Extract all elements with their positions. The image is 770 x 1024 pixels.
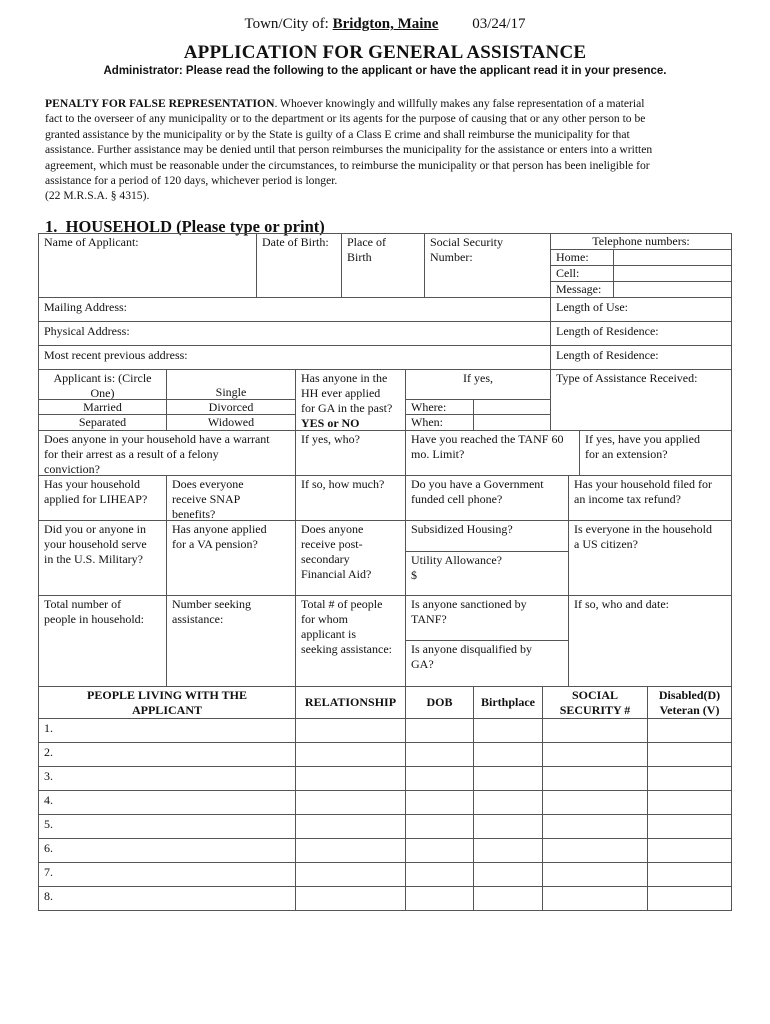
- snap-amount-field[interactable]: If so, how much?: [295, 475, 406, 521]
- person-name-cell[interactable]: [38, 790, 296, 815]
- dob-cell[interactable]: [405, 790, 474, 815]
- ssn-cell[interactable]: [542, 838, 648, 863]
- header-line: [0, 16, 770, 33]
- phone-cell-input[interactable]: [613, 265, 732, 282]
- liheap-question[interactable]: Has your household applied for LIHEAP?: [38, 475, 167, 521]
- ssn-cell[interactable]: [542, 814, 648, 839]
- if-yes-label: If yes,: [405, 369, 551, 400]
- citizen-question[interactable]: Is everyone in the household a US citizen?: [568, 520, 732, 596]
- col-disabled-veteran-header: Disabled(D) Veteran (V): [647, 686, 732, 719]
- number-seeking-field[interactable]: Number seeking assistance:: [166, 595, 296, 687]
- phone-cell-label: Cell:: [550, 265, 614, 282]
- dob-cell[interactable]: [405, 886, 474, 911]
- ga-disqualified-question[interactable]: Is anyone disqualified by GA?: [405, 640, 569, 687]
- form-date: 03/24/17: [472, 16, 526, 32]
- relationship-cell[interactable]: [295, 766, 406, 791]
- birthplace-cell[interactable]: [473, 766, 543, 791]
- warrant-question[interactable]: Does anyone in your household have a warrant for their arrest as a result of a felony conviction?: [38, 430, 296, 476]
- row-number: 4.: [44, 793, 53, 807]
- person-name-cell[interactable]: [38, 886, 296, 911]
- ssn-cell[interactable]: [542, 862, 648, 887]
- when-input[interactable]: [473, 414, 551, 431]
- ssn-cell[interactable]: [542, 742, 648, 767]
- birthplace-cell[interactable]: [473, 886, 543, 911]
- where-input[interactable]: [473, 399, 551, 415]
- person-name-cell[interactable]: [38, 742, 296, 767]
- col-birthplace-header: Birthplace: [473, 686, 543, 719]
- phone-home-label: Home:: [550, 249, 614, 266]
- relationship-cell[interactable]: [295, 838, 406, 863]
- admin-note: Administrator: Please read the following to the applicant or have the applicant read it in your presence.: [103, 65, 667, 77]
- row-number: 3.: [44, 769, 53, 783]
- col-dob-header: DOB: [405, 686, 474, 719]
- va-pension-question[interactable]: Has anyone applied for a VA pension?: [166, 520, 296, 596]
- snap-question[interactable]: Does everyone receive SNAP benefits?: [166, 475, 296, 521]
- phone-home-input[interactable]: [613, 249, 732, 266]
- row-number: 7.: [44, 865, 53, 879]
- status-separated-option[interactable]: Separated: [38, 414, 167, 431]
- disabled-veteran-cell[interactable]: [647, 790, 732, 815]
- where-label: Where:: [405, 399, 474, 415]
- dob-cell[interactable]: [405, 814, 474, 839]
- disabled-veteran-cell[interactable]: [647, 718, 732, 743]
- telephone-numbers-header: Telephone numbers:: [550, 233, 732, 250]
- date-of-birth-field[interactable]: Date of Birth:: [256, 233, 342, 298]
- who-and-date-field[interactable]: If so, who and date:: [568, 595, 732, 687]
- when-label: When:: [405, 414, 474, 431]
- applicant-is-label: Applicant is: (Circle One): [38, 369, 167, 400]
- person-name-cell[interactable]: [38, 814, 296, 839]
- utility-allowance-field[interactable]: Utility Allowance? $: [405, 551, 569, 596]
- relationship-cell[interactable]: [295, 742, 406, 767]
- dob-cell[interactable]: [405, 766, 474, 791]
- disabled-veteran-cell[interactable]: [647, 766, 732, 791]
- total-people-field[interactable]: Total number of people in household:: [38, 595, 167, 687]
- yes-no-choice: YES or NO: [301, 416, 360, 430]
- relationship-cell[interactable]: [295, 814, 406, 839]
- relationship-cell[interactable]: [295, 862, 406, 887]
- status-single-option[interactable]: Single: [166, 369, 296, 400]
- mailing-address-field[interactable]: Mailing Address:: [38, 297, 551, 322]
- warrant-who-field[interactable]: If yes, who?: [295, 430, 406, 476]
- person-name-cell[interactable]: [38, 766, 296, 791]
- row-number: 8.: [44, 889, 53, 903]
- disabled-veteran-cell[interactable]: [647, 886, 732, 911]
- col-people-header: PEOPLE LIVING WITH THE APPLICANT: [38, 686, 296, 719]
- section-household-title: 1. HOUSEHOLD (Please type or print): [45, 217, 325, 236]
- tax-refund-question[interactable]: Has your household filed for an income tax refund?: [568, 475, 732, 521]
- phone-message-label: Message:: [550, 281, 614, 298]
- dob-cell[interactable]: [405, 718, 474, 743]
- prior-ga-question[interactable]: Has anyone in the HH ever applied for GA in the past? YES or NO: [295, 369, 406, 431]
- col-relationship-header: RELATIONSHIP: [295, 686, 406, 719]
- tanf-sanction-question[interactable]: Is anyone sanctioned by TANF?: [405, 595, 569, 641]
- dob-cell[interactable]: [405, 862, 474, 887]
- birthplace-cell[interactable]: [473, 814, 543, 839]
- birthplace-cell[interactable]: [473, 790, 543, 815]
- ssn-cell[interactable]: [542, 766, 648, 791]
- person-name-cell[interactable]: [38, 862, 296, 887]
- birthplace-cell[interactable]: [473, 742, 543, 767]
- row-number: 5.: [44, 817, 53, 831]
- disabled-veteran-cell[interactable]: [647, 814, 732, 839]
- town-label: Town/City of: Bridgton, Maine: [244, 16, 439, 32]
- birthplace-cell[interactable]: [473, 862, 543, 887]
- status-divorced-option[interactable]: Divorced: [166, 399, 296, 415]
- birthplace-cell[interactable]: [473, 718, 543, 743]
- disabled-veteran-cell[interactable]: [647, 862, 732, 887]
- total-for-whom-field[interactable]: Total # of people for whom applicant is seeking assistance:: [295, 595, 406, 687]
- physical-address-field[interactable]: Physical Address:: [38, 321, 551, 346]
- relationship-cell[interactable]: [295, 790, 406, 815]
- place-of-birth-field[interactable]: Place of Birth: [341, 233, 425, 298]
- status-widowed-option[interactable]: Widowed: [166, 414, 296, 431]
- town-value: Bridgton, Maine: [332, 16, 439, 32]
- disabled-veteran-cell[interactable]: [647, 838, 732, 863]
- col-ssn-header: SOCIAL SECURITY #: [542, 686, 648, 719]
- ssn-field[interactable]: Social Security Number:: [424, 233, 551, 298]
- length-of-residence-field[interactable]: Length of Residence:: [550, 321, 732, 346]
- name-of-applicant-field[interactable]: Name of Applicant:: [38, 233, 257, 298]
- birthplace-cell[interactable]: [473, 838, 543, 863]
- disabled-veteran-cell[interactable]: [647, 742, 732, 767]
- form-title: APPLICATION FOR GENERAL ASSISTANCE: [183, 42, 587, 63]
- row-number: 6.: [44, 841, 53, 855]
- type-of-assistance-field[interactable]: Type of Assistance Received:: [550, 369, 732, 431]
- recent-address-field[interactable]: Most recent previous address:: [38, 345, 551, 370]
- status-married-option[interactable]: Married: [38, 399, 167, 415]
- ssn-cell[interactable]: [542, 886, 648, 911]
- ssn-cell[interactable]: [542, 718, 648, 743]
- relationship-cell[interactable]: [295, 886, 406, 911]
- subsidized-housing-question[interactable]: Subsidized Housing?: [405, 520, 569, 552]
- relationship-cell[interactable]: [295, 718, 406, 743]
- post-secondary-question[interactable]: Does anyone receive post- secondary Financial Aid?: [295, 520, 406, 596]
- gov-phone-question[interactable]: Do you have a Government funded cell phone?: [405, 475, 569, 521]
- dob-cell[interactable]: [405, 838, 474, 863]
- phone-message-input[interactable]: [613, 281, 732, 298]
- length-of-use-field[interactable]: Length of Use:: [550, 297, 732, 322]
- row-number: 1.: [44, 721, 53, 735]
- person-name-cell[interactable]: [38, 718, 296, 743]
- tanf-limit-question[interactable]: Have you reached the TANF 60 mo. Limit?: [405, 430, 580, 476]
- ssn-cell[interactable]: [542, 790, 648, 815]
- dob-cell[interactable]: [405, 742, 474, 767]
- row-number: 2.: [44, 745, 53, 759]
- penalty-paragraph: PENALTY FOR FALSE REPRESENTATION. Whoever knowingly and willfully makes any false representation of a material fact to the overseer of any municipality or to the department or its agents for the purpose of causing that or any other person to be granted assistance by the municipality or by the State is guilty of a Class E crime and shall reimburse the municipality for that assistance. Further assistance may be denied until that person reimburses the municipality for the assistance or enters into a written agreement, which must be reasonable under the circumstances, to reimburse the municipality or that person has been ineligible for assistance for a period of 120 days, whichever period is longer. (22 M.R.S.A. § 4315).: [45, 97, 653, 203]
- penalty-heading: PENALTY FOR FALSE REPRESENTATION: [45, 97, 275, 110]
- military-question[interactable]: Did you or anyone in your household serve in the U.S. Military?: [38, 520, 167, 596]
- person-name-cell[interactable]: [38, 838, 296, 863]
- length-of-residence-previous-field[interactable]: Length of Residence:: [550, 345, 732, 370]
- tanf-extension-question[interactable]: If yes, have you applied for an extension?: [579, 430, 732, 476]
